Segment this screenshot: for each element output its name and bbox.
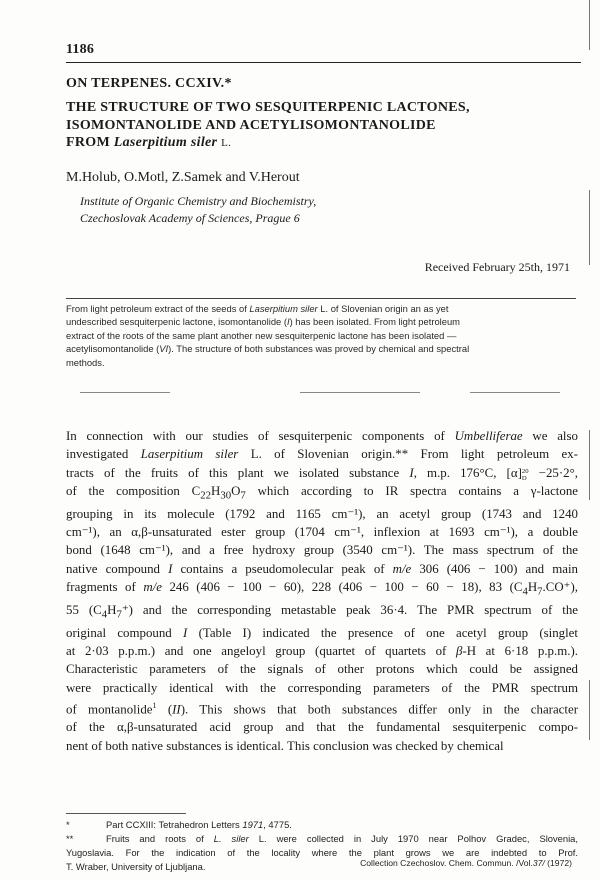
footnote-2-line: Yugoslavia. For the indication of the locality where the plant grows we are indebted to Prof. bbox=[66, 847, 578, 858]
species-name: Laserpitium siler bbox=[249, 303, 318, 314]
body-line: at 2·03 p.p.m.) and one angeloyl group (quartet of quartets of β-H at 6·18 p.p.m.). bbox=[66, 644, 578, 658]
body-line: 55 $(C_4H_7^+)$ and the corresponding metastable peak 36·4. The PMR spectrum of the bbox=[66, 602, 578, 621]
footnote-rule bbox=[66, 813, 186, 814]
affiliation bbox=[80, 193, 316, 227]
body-line: Characteristic parameters of the signals of other protons which could be assigned bbox=[66, 662, 578, 677]
body-line: fragments of m/e 246 (406 − 100 − 60), 228 (406 − 100 − 60 − 18), 83 $(C_4H_7.CO^+)$, bbox=[66, 579, 578, 598]
scan-edge-mark bbox=[589, 680, 590, 740]
series-title: ON TERPENES. CCXIV.* bbox=[66, 76, 232, 91]
footnote-marker: ** bbox=[66, 833, 74, 844]
received-date: Received February 25th, 1971 bbox=[424, 260, 570, 274]
body-line: In connection with our studies of sesquiterpenic components of Umbelliferae we also bbox=[66, 429, 578, 443]
title-from: FROM bbox=[66, 135, 110, 150]
abstract-line: From light petroleum extract of the seeds of Laserpitium siler L. of Slovenian origin an as yet bbox=[66, 303, 449, 314]
body-line: of the α,β-unsaturated acid group and that the fundamental sesquiterpenic compo- bbox=[66, 720, 578, 735]
footnote-2-line: T. Wraber, University of Ljubljana. bbox=[66, 861, 206, 872]
title-author-abbrev: L. bbox=[221, 137, 232, 149]
footnote-2: ** Fruits and roots of L. siler L. were collected in July 1970 near Polhov Gradec, Slovenia, bbox=[66, 833, 579, 844]
title-species: Laserpitium siler bbox=[113, 135, 218, 150]
body-text bbox=[66, 427, 578, 755]
body-line: cm⁻¹), an α,β-unsaturated ester group (1704 cm⁻¹, inflexion at 1693 cm⁻¹), a double bbox=[66, 525, 578, 540]
body-line: grouping in its molecule (1792 and 1165 cm⁻¹), an acetyl group (1743 and 1240 bbox=[66, 506, 578, 521]
title-line-1: THE STRUCTURE OF TWO SESQUITERPENIC LACTONES, bbox=[66, 100, 470, 115]
header-rule bbox=[66, 62, 581, 63]
body-line: tracts of the fruits of this plant we isolated substance I, m.p. 176°C, [α] 20 D −25·2°, bbox=[66, 465, 578, 482]
body-line: bond (1648 cm⁻¹), and a free hydroxy group (3540 cm⁻¹). The mass spectrum of the bbox=[66, 543, 578, 558]
body-line: nent of both native substances is identical. This conclusion was checked by chemical bbox=[66, 738, 504, 753]
abstract-bottom-rule-left bbox=[80, 392, 170, 393]
scan-edge-mark bbox=[589, 190, 590, 265]
abstract-bottom-rule-mid bbox=[300, 392, 420, 393]
authors: M.Holub, O.Motl, Z.Samek and V.Herout bbox=[66, 170, 300, 185]
abstract-bottom-rule-right bbox=[470, 392, 560, 393]
body-line: of the composition $C_{22}H_{30}O_7$ which according to IR spectra contains a γ-lactone bbox=[66, 483, 578, 502]
affiliation-line-1: Institute of Organic Chemistry and Biochemistry, bbox=[80, 194, 317, 208]
body-line: of montanolide$^1$ (II). This shows that both substances differ only in the character bbox=[66, 700, 578, 717]
footnote-marker: * bbox=[66, 819, 70, 830]
article-title bbox=[66, 99, 576, 153]
footnote-1: * Part CCXIII: Tetrahedron Letters 1971, 4775. bbox=[66, 819, 292, 830]
abstract-line: methods. bbox=[66, 356, 105, 368]
title-line-2: ISOMONTANOLIDE AND ACETYLISOMONTANOLIDE bbox=[66, 117, 436, 133]
journal-citation: Collection Czechoslov. Chem. Commun. /Vol.37/ (1972) bbox=[360, 858, 572, 868]
scan-edge-mark bbox=[589, 430, 590, 500]
affiliation-line-2: Czechoslovak Academy of Sciences, Prague 6 bbox=[80, 211, 300, 225]
abstract-line: acetylisomontanolide (VI). The structure of both substances was proved by chemical and spectral bbox=[66, 343, 470, 355]
body-line: were practically identical with the corresponding parameters of the PMR spectrum bbox=[66, 680, 578, 695]
abstract bbox=[66, 302, 576, 369]
body-line: original compound I (Table I) indicated the presence of one acetyl group (singlet bbox=[66, 625, 578, 640]
abstract-top-rule bbox=[66, 298, 576, 299]
body-line: native compound I contains a pseudomolecular peak of m/e 306 (406 − 100) and main bbox=[66, 561, 578, 576]
body-line: investigated Laserpitium siler L. of Slovenian origin.** From light petroleum ex- bbox=[66, 447, 578, 462]
page-number: 1186 bbox=[66, 42, 95, 57]
abstract-line: undescribed sesquiterpenic lactone, isomontanolide (I) has been isolated. From light petroleum bbox=[66, 316, 460, 328]
title-line-3 bbox=[66, 134, 576, 153]
scan-edge-mark bbox=[589, 0, 590, 50]
abstract-line: extract of the roots of the same plant another new sesquiterpenic lactone has been isolated — bbox=[66, 329, 457, 341]
